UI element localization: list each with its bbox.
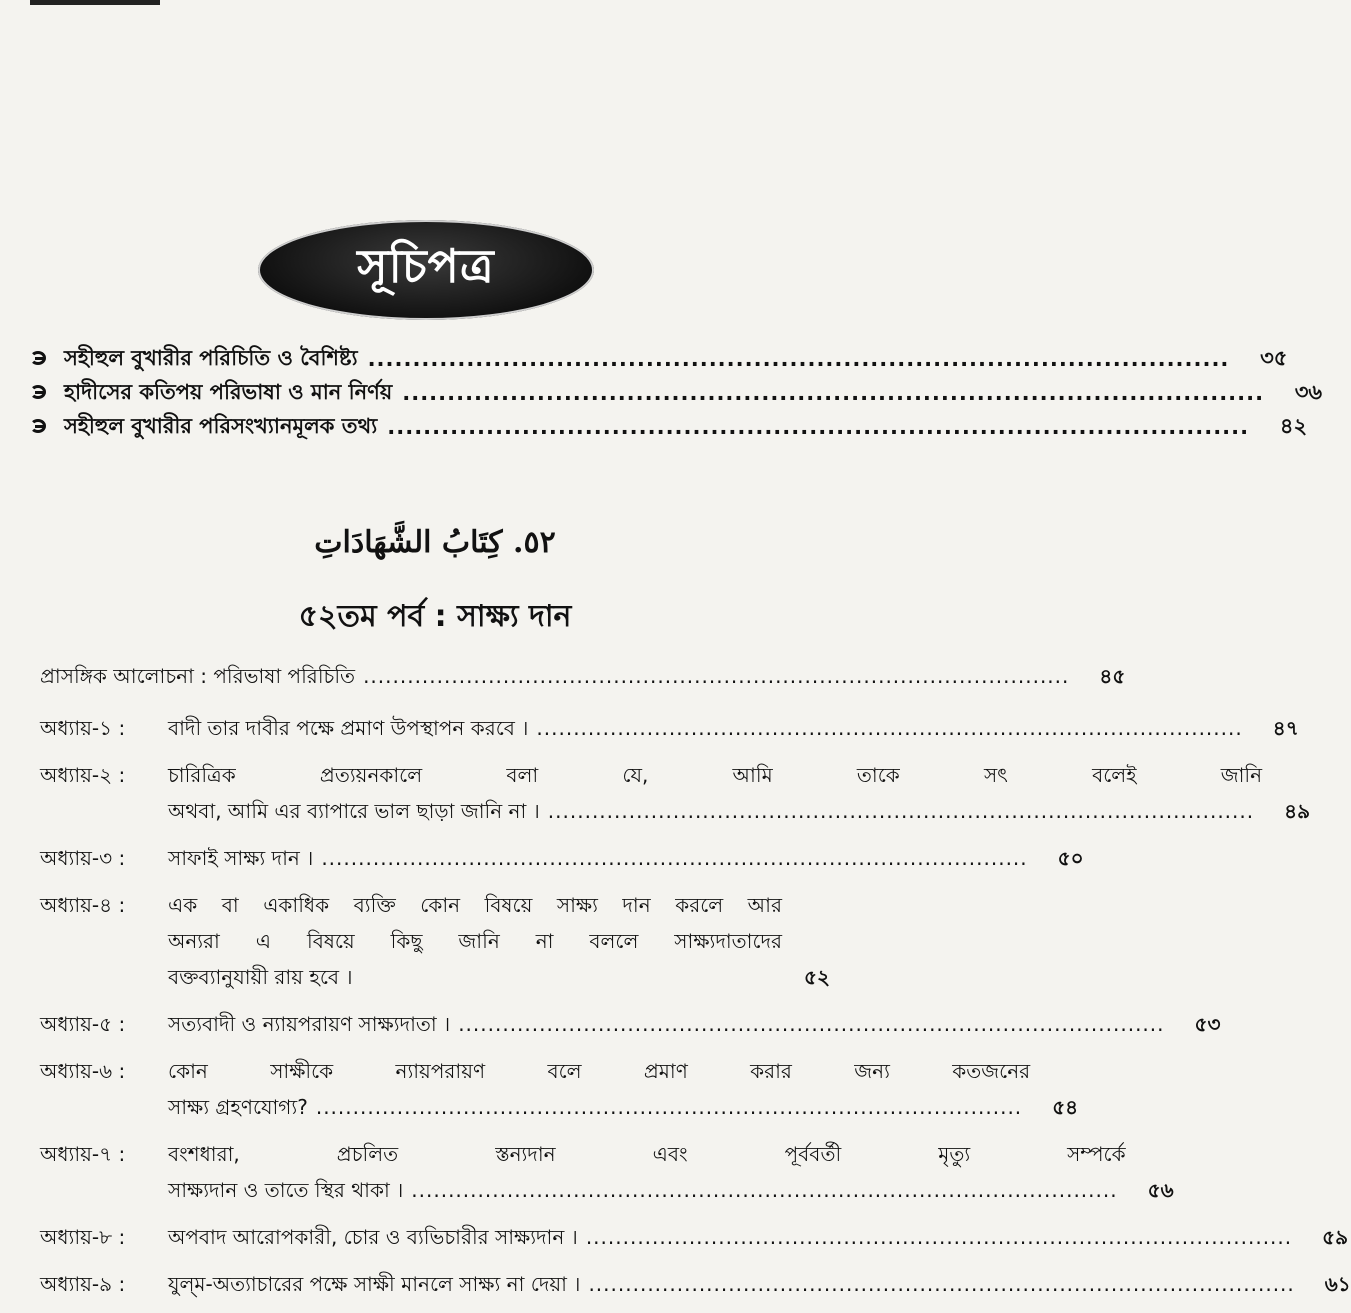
- chapter-label: অধ্যায়-১ :: [40, 716, 126, 740]
- chapter-page: ৫৩: [1194, 1012, 1221, 1036]
- chapter-line: সাফাই সাক্ষ্য দান ।: [168, 846, 314, 870]
- title-oval: [258, 220, 594, 320]
- chapter-entry[interactable]: [40, 757, 1311, 829]
- arrow-bullet-icon: [30, 419, 50, 435]
- preface-page: ৪৫: [1099, 664, 1126, 688]
- chapter-line: অন্যরা এ বিষয়ে কিছু জানি না বললে সাক্ষ্যদাতাদের: [168, 929, 782, 953]
- intro-item-page: ৩৬: [1294, 379, 1323, 404]
- dot-leader: ................................................................................................: [367, 347, 1230, 371]
- chapter-label: অধ্যায়-৮ :: [40, 1225, 126, 1249]
- chapter-line: সাক্ষ্য গ্রহণযোগ্য?: [168, 1095, 308, 1119]
- chapter-line: এক বা একাধিক ব্যক্তি কোন বিষয়ে সাক্ষ্য দান করলে আর: [168, 893, 782, 917]
- dot-leader: ................................................................................................: [387, 415, 1250, 439]
- preface-entry[interactable]: [40, 658, 1126, 694]
- intro-item-page: ৪২: [1279, 413, 1308, 438]
- chapter-label: অধ্যায়-২ :: [40, 763, 126, 787]
- dot-leader: ................................................................................................: [411, 1178, 1118, 1202]
- dot-leader: ................................................................................................: [402, 381, 1265, 405]
- chapter-entry[interactable]: [40, 1053, 1079, 1125]
- dot-leader: ................................................................................................: [315, 1095, 1023, 1119]
- section-heading: ৫২তম পর্ব : সাক্ষ্য দান: [298, 599, 572, 634]
- chapter-list: [40, 658, 1351, 1313]
- chapter-entry[interactable]: [40, 1136, 1174, 1208]
- chapter-line: যুল্‌ম-অত্যাচারের পক্ষে সাক্ষী মানলে সাক্ষ্য না দেয়া ।: [168, 1272, 581, 1296]
- chapter-page: ৫৪: [1052, 1095, 1079, 1119]
- chapter-label: অধ্যায়-৪ :: [40, 893, 126, 917]
- chapter-line: সত্যবাদী ও ন্যায়পরায়ণ সাক্ষ্যদাতা ।: [168, 1012, 451, 1036]
- kitab-heading: ٥٢. كِتَابُ الشَّهَادَاتِ: [314, 525, 556, 560]
- chapter-line: অপবাদ আরোপকারী, চোর ও ব্যভিচারীর সাক্ষ্যদান ।: [168, 1225, 578, 1249]
- chapter-line: বংশধারা, প্রচলিত স্তন্যদান এবং পূর্ববর্তী মৃত্যু সম্পর্কে: [168, 1142, 1126, 1166]
- intro-list: [30, 342, 1323, 444]
- chapter-page: ৫০: [1057, 846, 1084, 870]
- chapter-entry[interactable]: [40, 1219, 1349, 1255]
- intro-item[interactable]: [30, 342, 1288, 376]
- top-rule: [30, 0, 160, 5]
- chapter-line: চারিত্রিক প্রত্যয়নকালে বলা যে, আমি তাকে সৎ বলেই জানি: [168, 763, 1263, 787]
- arrow-bullet-icon: [30, 351, 50, 367]
- chapter-page: ৫৯: [1322, 1225, 1349, 1249]
- chapter-page: ৬১: [1324, 1272, 1351, 1296]
- chapter-page: ৪৭: [1272, 716, 1299, 740]
- dot-leader: ................................................................................................: [536, 716, 1243, 740]
- intro-item-page: ৩৫: [1260, 345, 1288, 370]
- chapter-entry[interactable]: [40, 1266, 1351, 1302]
- page-title: সূচিপত্র: [357, 239, 495, 293]
- chapter-label: অধ্যায়-৭ :: [40, 1142, 126, 1166]
- title-banner: [258, 220, 594, 320]
- chapter-entry[interactable]: [40, 840, 1084, 876]
- chapter-label: অধ্যায়-৬ :: [40, 1059, 126, 1083]
- intro-item-text: সহীহুল বুখারীর পরিসংখ্যানমূলক তথ্য: [64, 413, 378, 438]
- intro-item[interactable]: [30, 410, 1308, 444]
- chapter-entry[interactable]: [40, 710, 1299, 746]
- dot-leader: ................................................................................................: [363, 664, 1070, 688]
- intro-item[interactable]: [30, 376, 1323, 410]
- chapter-line: বাদী তার দাবীর পক্ষে প্রমাণ উপস্থাপন করবে ।: [168, 716, 529, 740]
- chapter-line: সাক্ষ্যদান ও তাতে স্থির থাকা ।: [168, 1178, 404, 1202]
- chapter-label: অধ্যায়-৯ :: [40, 1272, 126, 1296]
- chapter-line: অথবা, আমি এর ব্যাপারে ভাল ছাড়া জানি না ।: [168, 799, 540, 823]
- chapter-label: অধ্যায়-৫ :: [40, 1012, 126, 1036]
- chapter-line: বক্তব্যানুযায়ী রায় হবে ।: [168, 965, 353, 989]
- intro-item-text: সহীহুল বুখারীর পরিচিতি ও বৈশিষ্ট্য: [64, 345, 358, 370]
- chapter-line: কোন সাক্ষীকে ন্যায়পরায়ণ বলে প্রমাণ করার জন্য কতজনের: [168, 1059, 1031, 1083]
- intro-item-text: হাদীসের কতিপয় পরিভাষা ও মান নির্ণয়: [64, 379, 393, 404]
- dot-leader: ................................................................................................: [585, 1225, 1293, 1249]
- chapter-page: ৫২: [804, 965, 830, 989]
- chapter-entry[interactable]: [40, 1006, 1221, 1042]
- chapter-page: ৪৯: [1284, 799, 1311, 823]
- arrow-bullet-icon: [30, 385, 50, 401]
- chapter-label: অধ্যায়-৩ :: [40, 846, 126, 870]
- dot-leader: ................................................................................................: [321, 846, 1028, 870]
- preface-text: প্রাসঙ্গিক আলোচনা : পরিভাষা পরিচিতি: [40, 664, 356, 688]
- chapter-page: ৫৬: [1147, 1178, 1174, 1202]
- chapter-entry[interactable]: [40, 887, 830, 995]
- dot-leader: ................................................................................................: [588, 1272, 1295, 1296]
- dot-leader: ................................................................................................: [458, 1012, 1165, 1036]
- dot-leader: ................................................................................................: [547, 799, 1255, 823]
